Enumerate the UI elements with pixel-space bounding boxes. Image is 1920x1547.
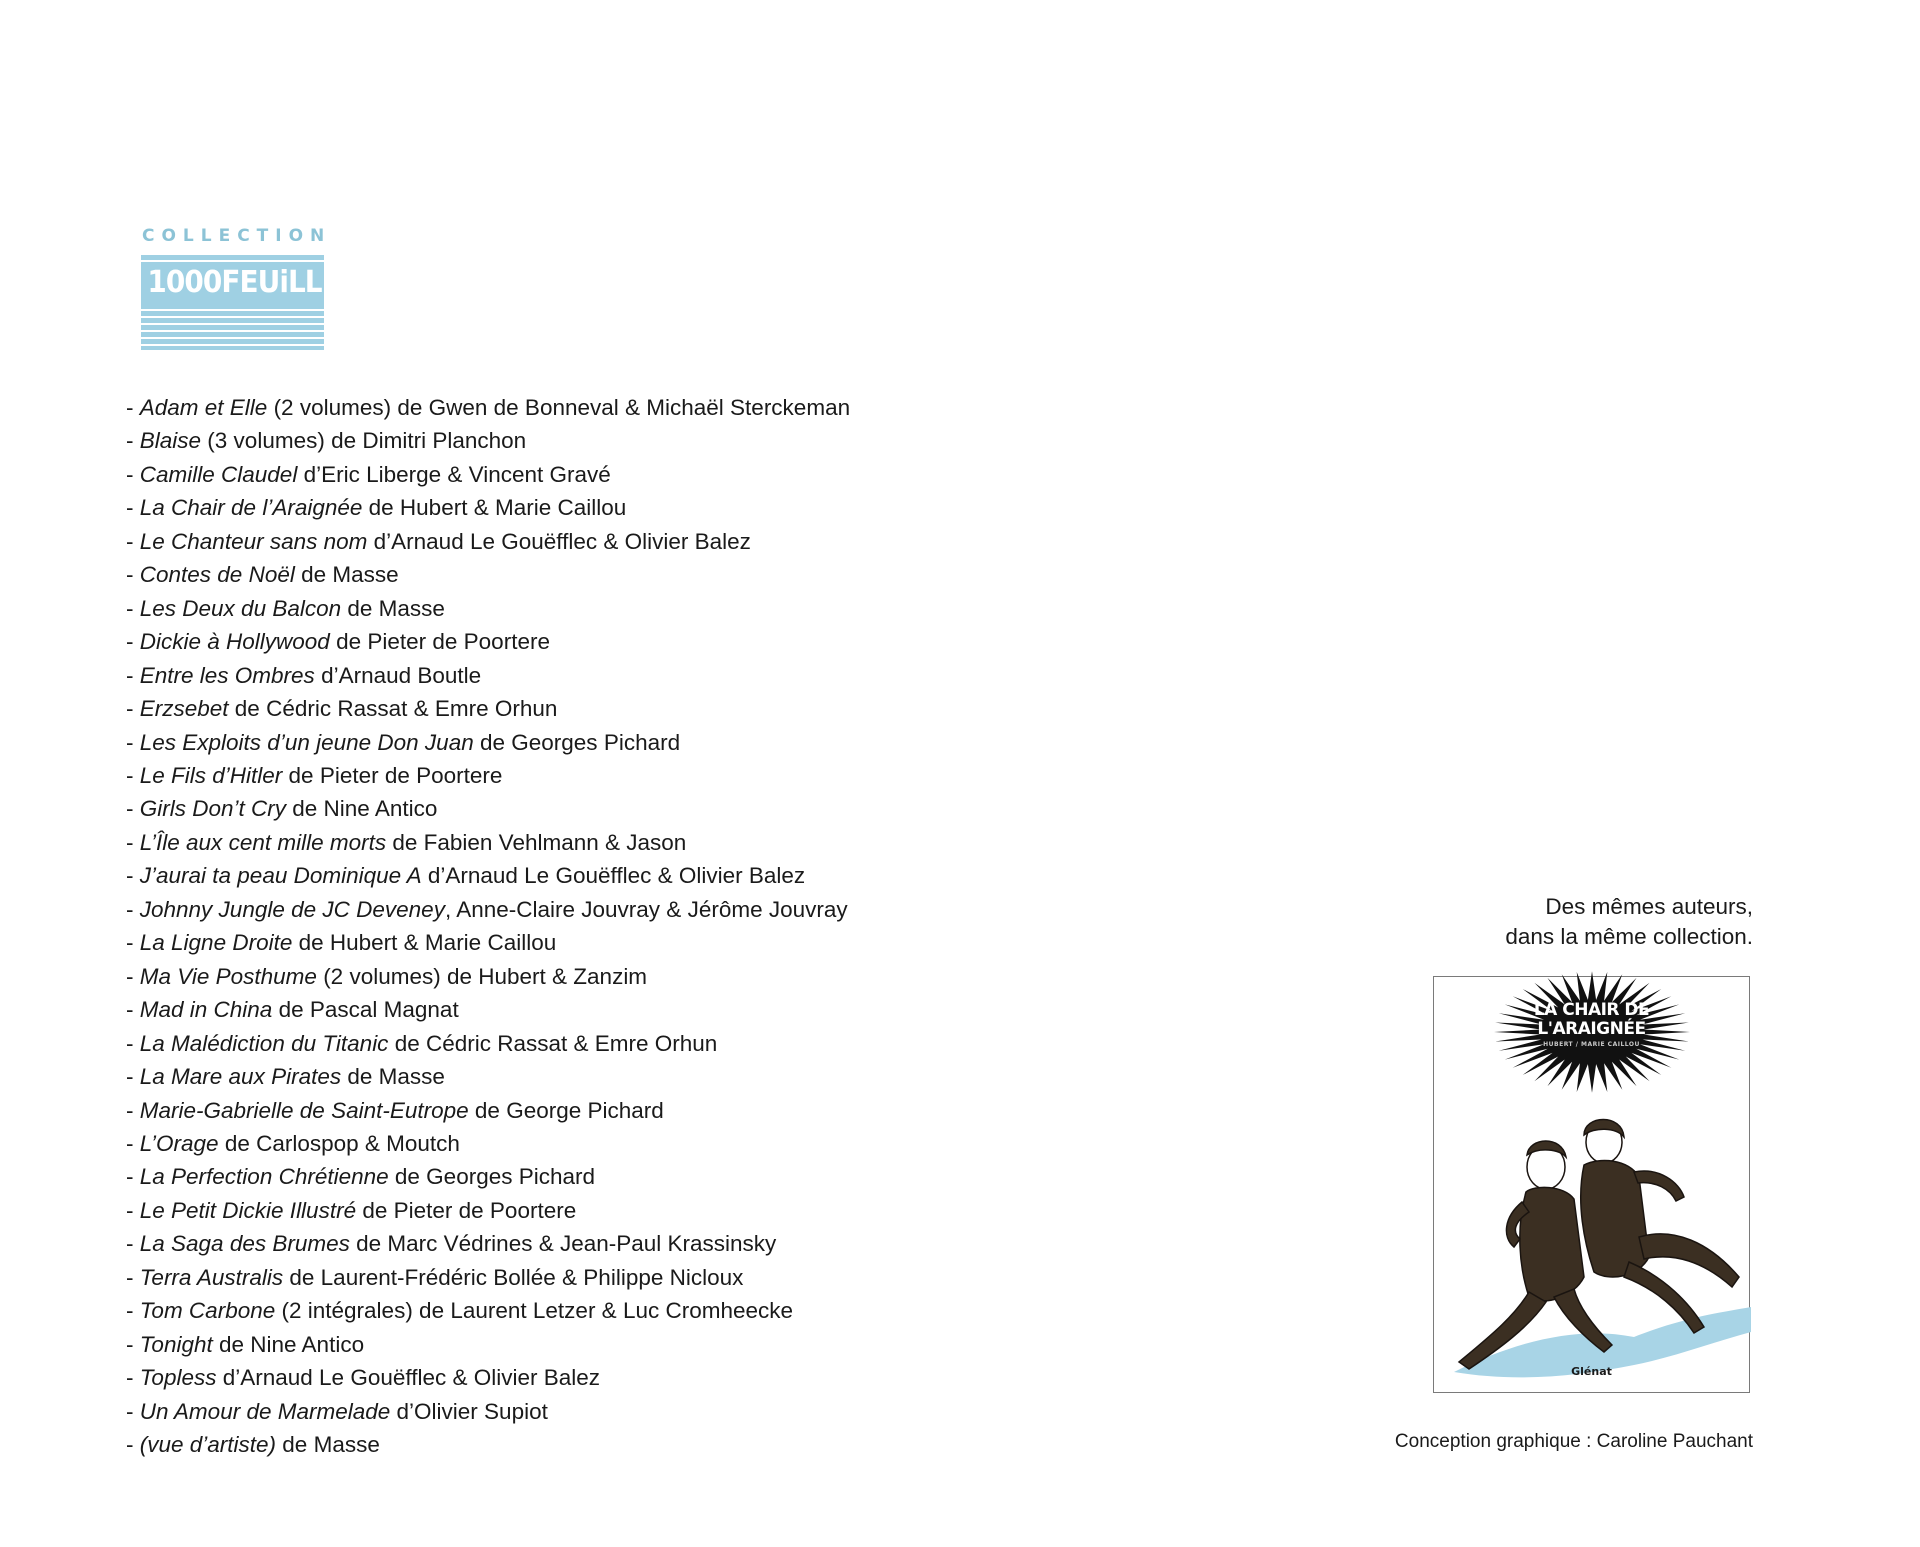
book-title: Dickie à Hollywood xyxy=(139,629,330,655)
cover-title-line-1: LA CHAIR DE xyxy=(1533,1000,1650,1020)
list-item: - La Malédiction du Titanic de Cédric Rassat & Emre Orhun xyxy=(126,1030,718,1056)
list-item: - L’Orage de Carlospop & Moutch xyxy=(126,1130,460,1156)
title-list xyxy=(126,391,850,1462)
cover-authors: HUBERT / MARIE CAILLOU xyxy=(1543,1041,1640,1048)
list-item: - Contes de Noël de Masse xyxy=(126,562,399,588)
book-title: La Saga des Brumes xyxy=(139,1231,350,1257)
book-authors: de Marc Védrines & Jean-Paul Krassinsky xyxy=(349,1231,777,1257)
list-item: - La Ligne Droite de Hubert & Marie Caillou xyxy=(126,930,557,956)
book-authors: de Pieter de Poortere xyxy=(356,1197,577,1223)
book-authors: de Nine Antico xyxy=(286,796,438,822)
book-authors: de Pascal Magnat xyxy=(272,997,459,1023)
book-authors: de Masse xyxy=(341,595,445,621)
book-authors: (2 volumes) de Hubert & Zanzim xyxy=(316,963,648,989)
book-authors: de Cédric Rassat & Emre Orhun xyxy=(388,1030,718,1056)
book-authors: de Masse xyxy=(276,1432,380,1458)
book-authors: de Georges Pichard xyxy=(388,1164,596,1190)
cover-publisher-logo: Glénat xyxy=(1571,1365,1612,1378)
book-authors: de Hubert & Marie Caillou xyxy=(292,930,557,956)
book-cover xyxy=(1433,976,1750,1393)
list-item: - Tonight de Nine Antico xyxy=(126,1331,365,1357)
book-authors: de Cédric Rassat & Emre Orhun xyxy=(228,696,558,722)
list-item: - Tom Carbone (2 intégrales) de Laurent Letzer & Luc Cromheecke xyxy=(126,1298,794,1324)
list-item: - L’Île aux cent mille morts de Fabien Vehlmann & Jason xyxy=(126,829,687,855)
list-item: - Adam et Elle (2 volumes) de Gwen de Bonneval & Michaël Sterckeman xyxy=(126,395,851,420)
book-title: Le Chanteur sans nom xyxy=(139,528,368,554)
figure-right xyxy=(1581,1120,1739,1334)
collection-logo xyxy=(141,226,359,350)
list-item: - La Chair de l’Araignée de Hubert & Marie Caillou xyxy=(126,495,627,521)
list-item: - Les Deux du Balcon de Masse xyxy=(126,595,445,621)
book-title: Entre les Ombres xyxy=(139,662,315,688)
book-title: La Malédiction du Titanic xyxy=(139,1030,389,1056)
book-authors: d’Olivier Supiot xyxy=(390,1398,548,1424)
book-authors: de Laurent-Frédéric Bollée & Philippe Nicloux xyxy=(283,1264,744,1290)
book-authors: de Masse xyxy=(341,1064,445,1090)
book-authors: de Pieter de Poortere xyxy=(329,629,550,655)
list-item: - J’aurai ta peau Dominique A d’Arnaud Le Gouëfflec & Olivier Balez xyxy=(126,863,806,889)
book-title: Un Amour de Marmelade xyxy=(139,1398,391,1424)
book-title: La Ligne Droite xyxy=(139,930,293,956)
caption-line-2: dans la même collection. xyxy=(1505,924,1753,949)
book-title: Ma Vie Posthume xyxy=(139,963,317,989)
book-authors: de George Pichard xyxy=(468,1097,664,1123)
book-authors: de Masse xyxy=(294,562,399,588)
book-authors: de Fabien Vehlmann & Jason xyxy=(386,829,687,855)
book-title: La Mare aux Pirates xyxy=(139,1064,342,1090)
book-authors: de Carlospop & Moutch xyxy=(218,1130,460,1156)
list-item: - Mad in China de Pascal Magnat xyxy=(126,997,459,1023)
book-authors: d’Arnaud Le Gouëfflec & Olivier Balez xyxy=(216,1365,601,1391)
book-authors: de Pieter de Poortere xyxy=(282,762,503,788)
book-title: Erzsebet xyxy=(139,696,229,722)
list-item: - La Perfection Chrétienne de Georges Pichard xyxy=(126,1164,596,1190)
logo-collection-label: COLLECTION xyxy=(142,226,332,246)
book-title: La Perfection Chrétienne xyxy=(139,1164,389,1190)
list-item: - La Mare aux Pirates de Masse xyxy=(126,1064,445,1090)
list-item: - Un Amour de Marmelade d’Olivier Supiot xyxy=(126,1398,548,1424)
book-authors: d’Arnaud Le Gouëfflec & Olivier Balez xyxy=(421,863,806,889)
book-authors: de Georges Pichard xyxy=(473,729,681,755)
design-credit: Conception graphique : Caroline Pauchant xyxy=(1394,1431,1753,1452)
list-item: - Blaise (3 volumes) de Dimitri Planchon xyxy=(126,428,527,454)
book-title: Marie-Gabrielle de Saint-Eutrope xyxy=(139,1097,469,1123)
list-item: - Terra Australis de Laurent-Frédéric Bollée & Philippe Nicloux xyxy=(126,1264,744,1290)
list-item: - Dickie à Hollywood de Pieter de Poortere xyxy=(126,629,550,655)
list-item: - Marie-Gabrielle de Saint-Eutrope de George Pichard xyxy=(126,1097,664,1123)
book-title: Tom Carbone xyxy=(139,1298,276,1324)
book-title: (vue d’artiste) xyxy=(139,1432,277,1458)
book-title: Terra Australis xyxy=(139,1264,284,1290)
book-authors: d’Arnaud Le Gouëfflec & Olivier Balez xyxy=(367,528,751,554)
book-title: L’Île aux cent mille morts xyxy=(139,829,387,855)
book-title: Les Deux du Balcon xyxy=(139,595,342,621)
book-authors: d’Eric Liberge & Vincent Gravé xyxy=(297,461,611,487)
list-item: - Entre les Ombres d’Arnaud Boutle xyxy=(126,662,482,688)
list-item: - La Saga des Brumes de Marc Védrines & Jean-Paul Krassinsky xyxy=(126,1231,777,1257)
list-item: - Le Chanteur sans nom d’Arnaud Le Gouëfflec & Olivier Balez xyxy=(126,528,751,554)
list-item: - Erzsebet de Cédric Rassat & Emre Orhun xyxy=(126,696,558,722)
list-item: - Ma Vie Posthume (2 volumes) de Hubert & Zanzim xyxy=(126,963,648,989)
caption-line-1: Des mêmes auteurs, xyxy=(1545,894,1753,919)
cover-title xyxy=(1434,1001,1749,1039)
book-title: Mad in China xyxy=(139,997,273,1023)
logo-badge xyxy=(141,255,359,350)
book-title: L’Orage xyxy=(139,1130,219,1156)
book-authors: d’Arnaud Boutle xyxy=(314,662,482,688)
list-item: - Johnny Jungle de JC Deveney, Anne-Claire Jouvray & Jérôme Jouvray xyxy=(126,896,848,922)
book-title: Les Exploits d’un jeune Don Juan xyxy=(139,729,474,755)
book-authors: (3 volumes) de Dimitri Planchon xyxy=(201,428,527,454)
book-authors: de Hubert & Marie Caillou xyxy=(362,495,627,521)
list-item: - Le Fils d’Hitler de Pieter de Poortere xyxy=(126,762,503,788)
list-item: - Le Petit Dickie Illustré de Pieter de Poortere xyxy=(126,1197,577,1223)
book-authors: (2 intégrales) de Laurent Letzer & Luc Cromheecke xyxy=(275,1298,794,1324)
cover-title-line-2: L'ARAIGNÉE xyxy=(1537,1019,1646,1039)
logo-name: 1000FEUiLLES xyxy=(147,265,359,300)
book-authors: de Nine Antico xyxy=(212,1331,365,1357)
book-title: Topless xyxy=(139,1365,217,1391)
book-title: Johnny Jungle de JC Deveney xyxy=(139,896,445,922)
book-title: Camille Claudel xyxy=(139,461,298,487)
book-title: Girls Don’t Cry xyxy=(139,796,287,822)
same-authors-caption xyxy=(1505,892,1753,952)
list-item: - Topless d’Arnaud Le Gouëfflec & Olivier Balez xyxy=(126,1365,601,1391)
list-item: - Les Exploits d’un jeune Don Juan de Georges Pichard xyxy=(126,729,681,755)
book-authors: (2 volumes) de Gwen de Bonneval & Michaël Sterckeman xyxy=(267,395,851,420)
book-title: La Chair de l’Araignée xyxy=(139,495,363,521)
book-title: Le Petit Dickie Illustré xyxy=(139,1197,357,1223)
book-title: Tonight xyxy=(139,1331,213,1357)
book-authors: , Anne-Claire Jouvray & Jérôme Jouvray xyxy=(444,896,848,922)
list-item: - Camille Claudel d’Eric Liberge & Vincent Gravé xyxy=(126,461,611,487)
book-title: Contes de Noël xyxy=(139,562,295,588)
book-title: Le Fils d’Hitler xyxy=(139,762,283,788)
book-title: Blaise xyxy=(139,428,202,454)
book-title: Adam et Elle xyxy=(139,395,268,420)
list-item: - Girls Don’t Cry de Nine Antico xyxy=(126,796,438,822)
cover-illustration xyxy=(1434,977,1751,1394)
book-title: J’aurai ta peau Dominique A xyxy=(139,863,422,889)
list-item: - (vue d’artiste) de Masse xyxy=(126,1432,380,1458)
